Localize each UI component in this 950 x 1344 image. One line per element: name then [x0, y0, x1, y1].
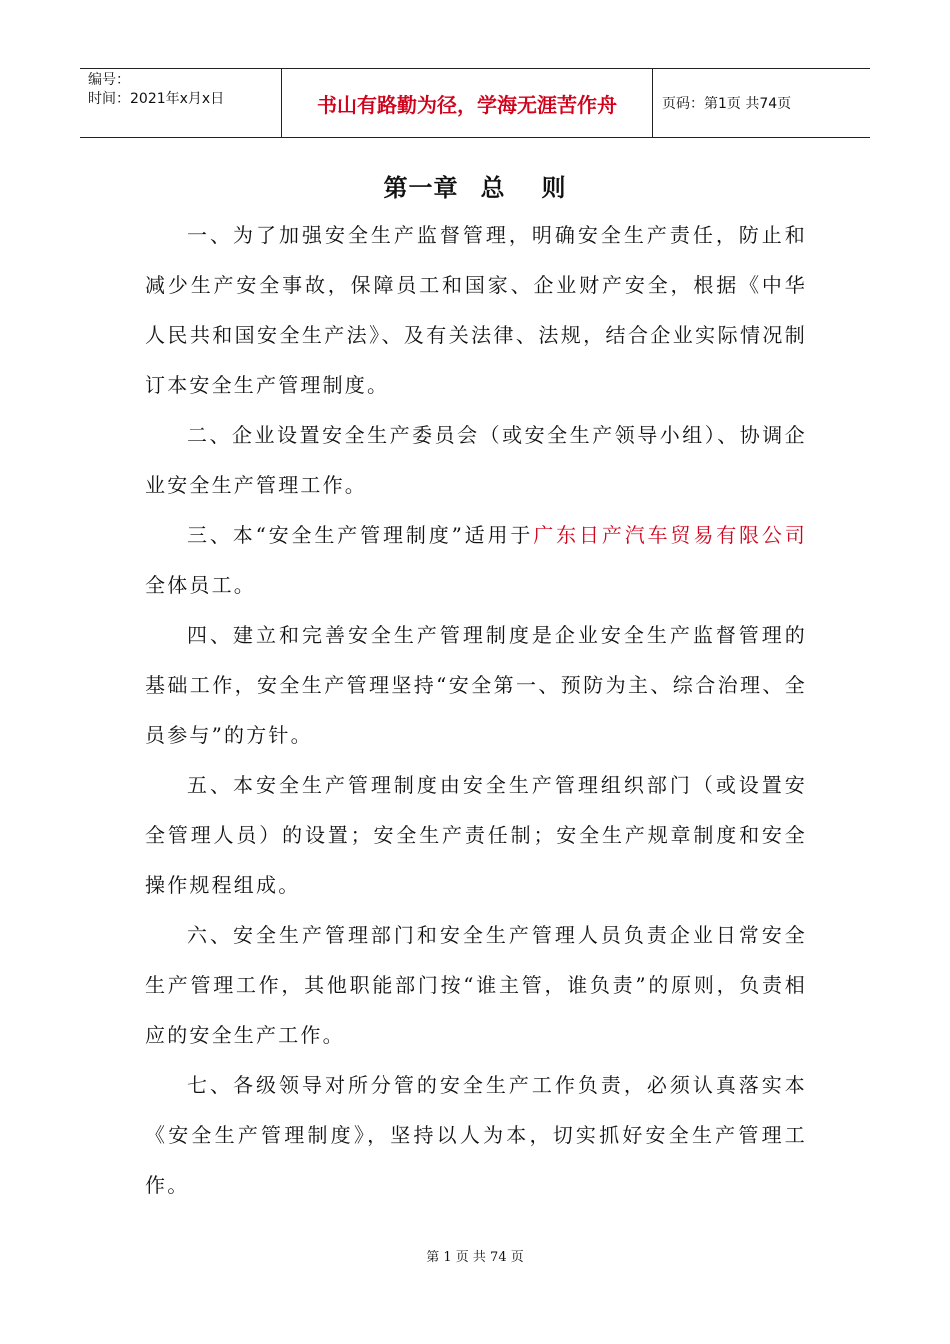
paragraph-7: 七、各级领导对所分管的安全生产工作负责，必须认真落实本《安全生产管理制度》，坚持以人为本，切实抓好安全生产管理工作。	[145, 1073, 807, 1197]
paragraph-5: 五、本安全生产管理制度由安全生产管理组织部门（或设置安全管理人员）的设置；安全生产责任制；安全生产规章制度和安全操作规程组成。	[145, 773, 807, 897]
paragraph-3-after: 全体员工。	[145, 573, 256, 597]
paragraph-4: 四、建立和完善安全生产管理制度是企业安全生产监督管理的基础工作，安全生产管理坚持“安全第一、预防为主、综合治理、全员参与”的方针。	[145, 623, 807, 747]
chapter-title	[0, 168, 950, 203]
document-number-label: 编号：	[88, 72, 130, 88]
company-name-highlight: 广东日产汽车贸易有限公司	[533, 523, 807, 547]
paragraph-3	[145, 510, 807, 610]
chapter-number: 第一章	[383, 174, 459, 202]
header-motto: 书山有路勤为径，学海无涯苦作舟	[281, 69, 653, 137]
document-header	[80, 68, 870, 138]
header-meta	[80, 69, 281, 137]
chapter-name-2: 则	[541, 174, 567, 202]
document-body	[145, 210, 807, 1210]
header-page-info: 页码：第1页 共74页	[662, 96, 792, 112]
paragraph-3-before: 三、本“安全生产管理制度”适用于	[187, 523, 534, 547]
paragraph-6: 六、安全生产管理部门和安全生产管理人员负责企业日常安全生产管理工作，其他职能部门按“谁主管，谁负责”的原则，负责相应的安全生产工作。	[145, 923, 807, 1047]
chapter-name-1: 总	[480, 174, 506, 202]
paragraph-1: 一、为了加强安全生产监督管理，明确安全生产责任，防止和减少生产安全事故，保障员工和国家、企业财产安全，根据《中华人民共和国安全生产法》、及有关法律、法规，结合企业实际情况制订本安全生产管理制度。	[145, 223, 807, 397]
paragraph-2: 二、企业设置安全生产委员会（或安全生产领导小组）、协调企业安全生产管理工作。	[145, 423, 807, 497]
page-footer: 第 1 页 共 74 页	[426, 1250, 524, 1265]
document-date: 时间：2021年x月x日	[88, 91, 225, 107]
